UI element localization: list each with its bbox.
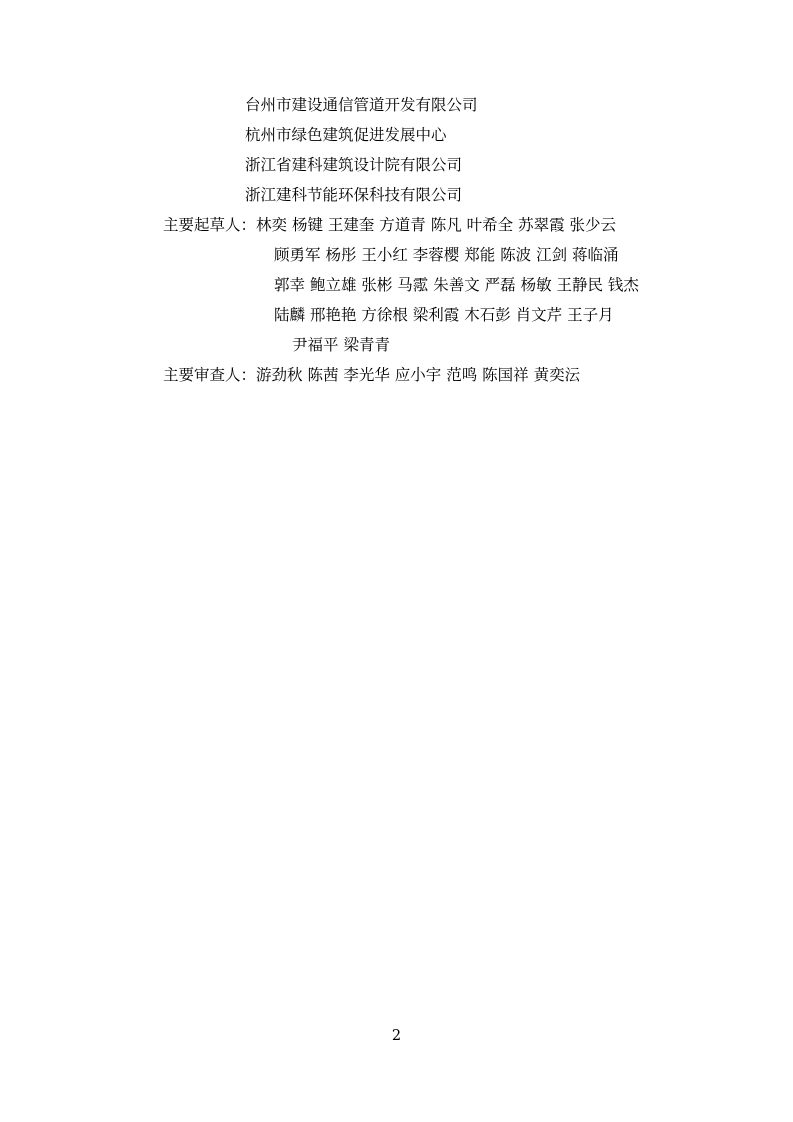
list-item: 浙江省建科建筑设计院有限公司 xyxy=(245,156,463,174)
reviewers-names xyxy=(256,360,703,390)
organization-list xyxy=(163,90,703,210)
drafters-names xyxy=(256,210,703,360)
document-content xyxy=(163,90,703,390)
reviewers-block xyxy=(163,360,703,390)
list-item: 林奕 杨键 王建奎 方道青 陈凡 叶希全 苏翠霞 张少云 xyxy=(256,216,617,234)
list-item: 尹福平 梁青青 xyxy=(292,336,390,354)
list-item: 杭州市绿色建筑促进发展中心 xyxy=(245,126,447,144)
page-number: 2 xyxy=(391,1028,402,1044)
list-item: 游劲秋 陈茜 李光华 应小宇 范鸣 陈国祥 黄奕沄 xyxy=(256,366,581,384)
drafters-label: 主要起草人： xyxy=(163,216,257,234)
list-item: 顾勇军 杨彤 王小红 李蓉樱 郑能 陈波 江剑 蒋临涌 xyxy=(274,246,619,264)
reviewers-label: 主要审查人： xyxy=(163,366,257,384)
list-item: 台州市建设通信管道开发有限公司 xyxy=(245,96,478,114)
list-item: 浙江建科节能环保科技有限公司 xyxy=(245,186,463,204)
drafters-block xyxy=(163,210,703,360)
list-item: 陆麟 邢艳艳 方徐根 梁利霞 木石彭 肖文芹 王子月 xyxy=(274,306,614,324)
list-item: 郭幸 鲍立雄 张彬 马霐 朱善文 严磊 杨敏 王静民 钱杰 xyxy=(274,276,639,294)
